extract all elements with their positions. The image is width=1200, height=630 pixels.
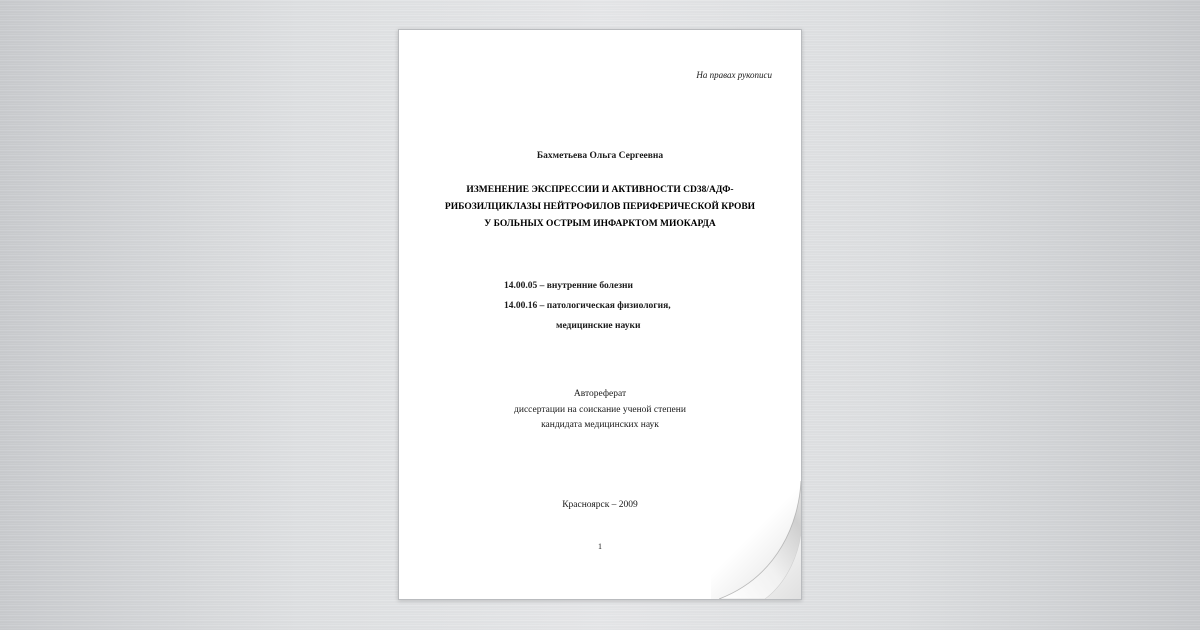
- title-line: ИЗМЕНЕНИЕ ЭКСПРЕССИИ И АКТИВНОСТИ CD38/АДФ-: [466, 185, 734, 195]
- document-page: [398, 29, 802, 600]
- rights-note: На правах рукописи: [696, 70, 772, 80]
- city-year: Красноярск – 2009: [562, 500, 638, 510]
- abstract-line: Автореферат: [573, 389, 627, 399]
- abstract-line: диссертации на соискание ученой степени: [514, 404, 686, 415]
- author-name: Бахметьева Ольга Сергеевна: [536, 151, 664, 161]
- page-number: 1: [598, 542, 602, 551]
- page-curl-icon: [719, 481, 801, 599]
- title-line: У БОЛЬНЫХ ОСТРЫМ ИНФАРКТОМ МИОКАРДА: [484, 219, 716, 229]
- specialty-line: медицинские науки: [556, 321, 641, 331]
- document-title: [399, 182, 801, 233]
- title-line: РИБОЗИЛЦИКЛАЗЫ НЕЙТРОФИЛОВ ПЕРИФЕРИЧЕСКОЙ КРОВИ: [444, 202, 756, 212]
- abstract-line: кандидата медицинских наук: [541, 420, 659, 430]
- specialty-line: 14.00.16 – патологическая физиология,: [504, 301, 671, 311]
- abstract-description: [399, 387, 801, 434]
- specialty-line: 14.00.05 – внутренние болезни: [504, 281, 633, 291]
